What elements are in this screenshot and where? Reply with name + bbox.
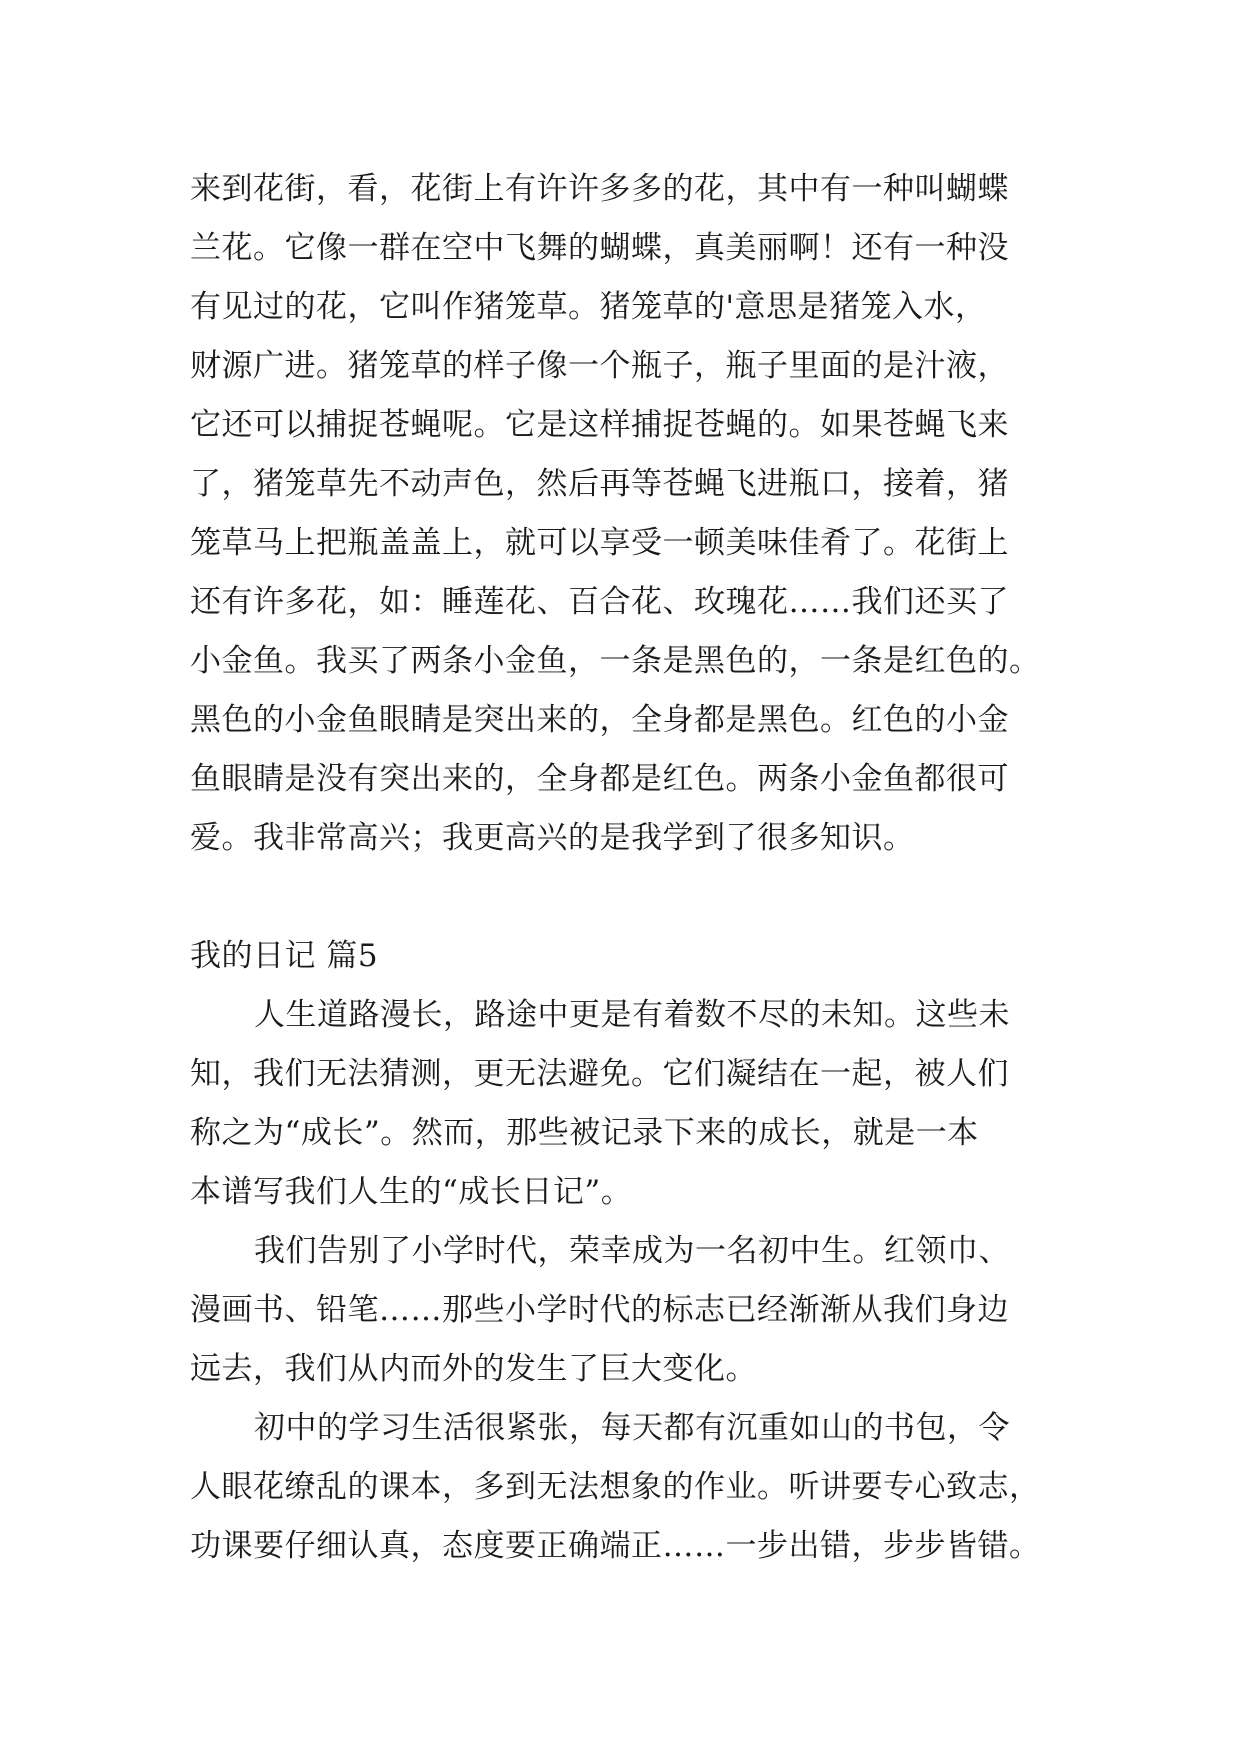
- text-line: 本谱写我们人生的“成长日记”。: [190, 1174, 633, 1210]
- text-line: 还有许多花，如：睡莲花、百合花、玫瑰花……我们还买了: [190, 584, 1009, 620]
- document-body: [190, 160, 1060, 1576]
- text-line: 了，猪笼草先不动声色，然后再等苍蝇飞进瓶口，接着，猪: [190, 466, 1009, 502]
- text-line: 兰花。它像一群在空中飞舞的蝴蝶，真美丽啊！还有一种没: [190, 230, 1009, 266]
- text-line: 远去，我们从内而外的发生了巨大变化。: [190, 1351, 757, 1387]
- text-line: 知，我们无法猜测，更无法避免。它们凝结在一起，被人们: [190, 1056, 1009, 1092]
- paragraph-2: [190, 1222, 1060, 1399]
- text-line: 称之为“成长”。然而，那些被记录下来的成长，就是一本: [190, 1115, 979, 1151]
- text-line: 来到花街，看，花街上有许许多多的花，其中有一种叫蝴蝶: [190, 171, 1009, 207]
- text-line: 漫画书、铅笔……那些小学时代的标志已经渐渐从我们身边: [190, 1292, 1009, 1328]
- text-line: 人生道路漫长，路途中更是有着数不尽的未知。这些未: [254, 997, 1010, 1033]
- text-line: 小金鱼。我买了两条小金鱼，一条是黑色的，一条是红色的。: [190, 643, 1041, 679]
- text-line: 人眼花缭乱的课本，多到无法想象的作业。听讲要专心致志，: [190, 1469, 1041, 1505]
- paragraph-1: [190, 986, 1060, 1222]
- text-line: 财源广进。猪笼草的样子像一个瓶子，瓶子里面的是汁液，: [190, 348, 1009, 384]
- text-line: 鱼眼睛是没有突出来的，全身都是红色。两条小金鱼都很可: [190, 761, 1009, 797]
- text-line: 有见过的花，它叫作猪笼草。猪笼草的'意思是猪笼入水，: [190, 289, 987, 325]
- continuation-paragraph: [190, 160, 1060, 868]
- text-line: 初中的学习生活很紧张，每天都有沉重如山的书包，令: [254, 1410, 1010, 1446]
- text-line: 我们告别了小学时代，荣幸成为一名初中生。红领巾、: [254, 1233, 1010, 1269]
- section-title: 我的日记 篇5: [190, 938, 379, 974]
- text-line: 功课要仔细认真，态度要正确端正……一步出错，步步皆错。: [190, 1528, 1041, 1564]
- text-line: 它还可以捕捉苍蝇呢。它是这样捕捉苍蝇的。如果苍蝇飞来: [190, 407, 1009, 443]
- text-line: 黑色的小金鱼眼睛是突出来的，全身都是黑色。红色的小金: [190, 702, 1009, 738]
- paragraph-3: [190, 1399, 1060, 1576]
- text-line: 爱。我非常高兴；我更高兴的是我学到了很多知识。: [190, 820, 915, 856]
- text-line: 笼草马上把瓶盖盖上，就可以享受一顿美味佳肴了。花街上: [190, 525, 1009, 561]
